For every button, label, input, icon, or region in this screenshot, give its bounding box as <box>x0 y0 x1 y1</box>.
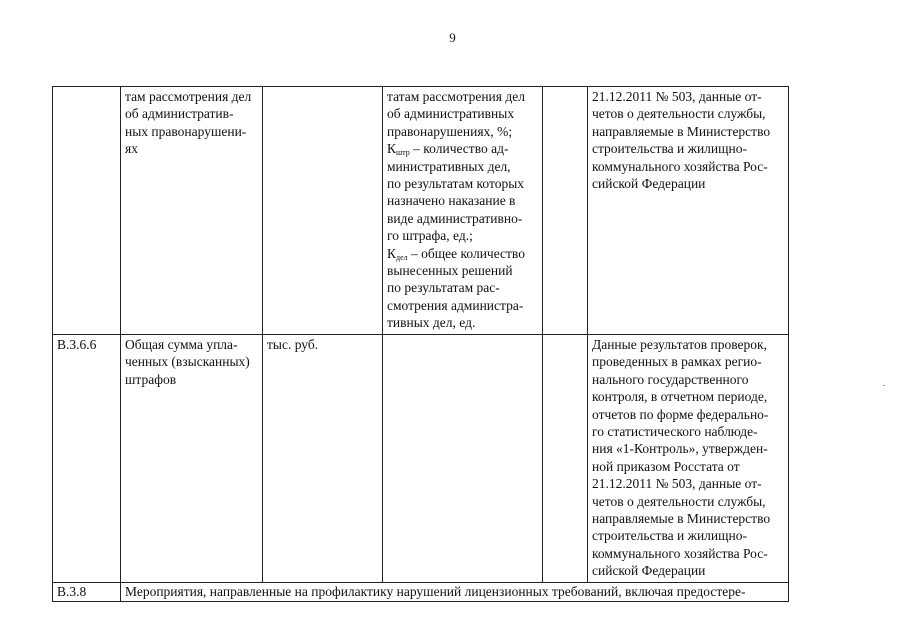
unit-cell <box>263 87 383 335</box>
indicators-table <box>52 86 789 602</box>
k-del-subscript: дел <box>396 252 408 262</box>
row-code: В.3.6.6 <box>57 337 97 352</box>
empty-cell <box>543 335 588 583</box>
k-shtr-letter: К <box>387 141 397 157</box>
formula-cell <box>383 335 543 583</box>
indicator-name-cell <box>121 87 263 335</box>
indicator-name: Общая сумма упла- ченных (взысканных) штрафов <box>125 337 250 387</box>
k-del-letter: К <box>387 245 397 261</box>
k-shtr-definition <box>387 140 538 244</box>
source-text: 21.12.2011 № 503, данные от- четов о деятельности службы, направляемые в Министерство строительства и жилищно- коммунального хозяйства Рос- сийской Федерации <box>592 89 771 192</box>
code-cell <box>53 87 121 335</box>
code-cell <box>53 335 121 583</box>
k-shtr-subscript: штр <box>396 148 410 158</box>
k-shtr-text: – количество ад- министративных дел, по результатам которых назначено наказание в виде административно- го штрафа, ед.; <box>387 141 525 244</box>
table-row <box>53 87 789 335</box>
unit-text: тыс. руб. <box>267 337 319 352</box>
table-row <box>53 582 789 601</box>
code-cell <box>53 582 121 601</box>
formula-cell <box>383 87 543 335</box>
row-code: В.3.8 <box>57 583 87 599</box>
source-cell <box>588 335 789 583</box>
section-title: Мероприятия, направленные на профилактику нарушений лицензионных требований, включая предостере- <box>125 583 746 599</box>
empty-cell <box>543 87 588 335</box>
section-title-cell <box>121 582 789 601</box>
page-number: 9 <box>449 30 456 45</box>
k-del-definition <box>387 245 538 332</box>
table-row <box>53 335 789 583</box>
indicator-name: там рассмотрения дел об административ- ных правонарушени- ях <box>125 89 252 157</box>
unit-cell <box>263 335 383 583</box>
indicator-name-cell <box>121 335 263 583</box>
source-cell <box>588 87 789 335</box>
formula-text: татам рассмотрения дел об административных правонарушениях, %; <box>387 89 525 139</box>
scan-speck <box>883 385 885 386</box>
source-text: Данные результатов проверок, проведенных в рамках регио- нального государственного контроля, в отчетном периоде, отчетов по форме федерально- го статистического наблюде- ния «1-Контроль», утвержден- ной приказом Росстата от 21.12.2011 № 503, данные от- четов о деятельности службы, направляемые в Министерство строительства и жилищно- коммунального хозяйства Рос- сийской Федерации <box>592 337 771 579</box>
k-del-text: – общее количество вынесенных решений по результатам рас- смотрения администра- тивных дел, ед. <box>387 245 525 331</box>
